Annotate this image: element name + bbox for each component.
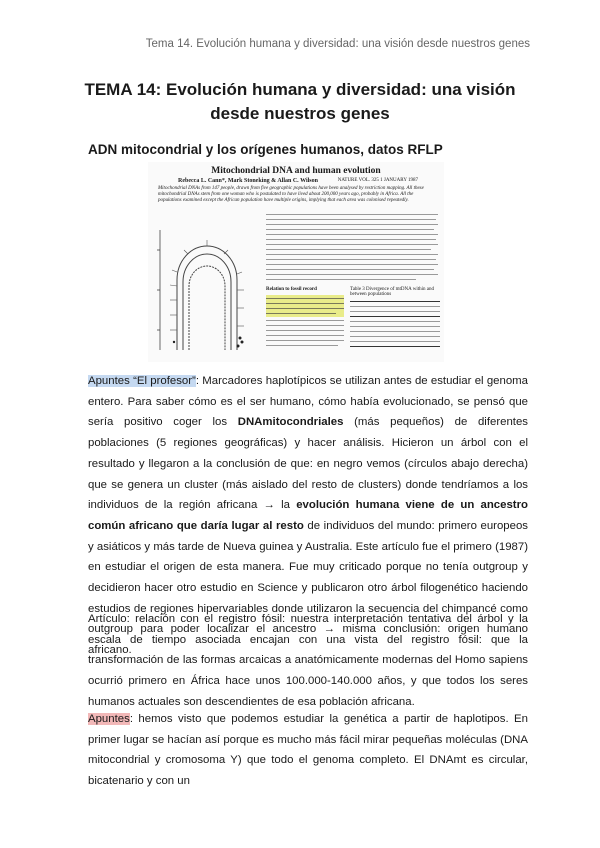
phylogenetic-tree-figure	[152, 210, 262, 360]
figure-abstract: Mitochondrial DNAs from 147 people, drawn from five geographic populations have been analysed by restriction mapping. All these mitochondrial DNAs stem from one woman who is postulated to have lived about 200,000 years ago, probably in Africa. All the populations examined except the African population have multiple origins, implying that each area was colonised repeatedly.	[158, 186, 424, 203]
article-figure	[148, 162, 444, 362]
label-apuntes-profesor: Apuntes “El profesor”	[88, 375, 196, 387]
fossil-record-box-title: Relation to fossil record	[266, 287, 317, 292]
title-line-2: desde nuestros genes	[210, 104, 390, 123]
figure-authors: Rebecca L. Cann*, Mark Stoneking & Allan C. Wilson	[178, 178, 318, 184]
section-heading: ADN mitocondrial y los orígenes humanos, datos RFLP	[88, 142, 443, 157]
paragraph-articulo: Artículo: relación con el registro fósil: nuestra interpretación tentativa del árbol y la escala de tiempo asociada encajan con una vista del registro fósil: que la transformación de las formas arcaicas a anatómicamente modernas del Homo sapiens ocurrió primero en África hace unos 100.000-140.000 años, y que todos los seres humanos actuales son descendientes de esa población africana.	[88, 613, 528, 708]
paragraph-profesor-notes: Apuntes “El profesor”: Marcadores haplotípicos se utilizan antes de estudiar el genoma entero. Para saber cómo es el ser humano, cómo había evolucionado, se pensó que sería positivo coger los DNAmitocondriales (más pequeños) de diferentes poblaciones (5 regiones geográficas) y hacer análisis. Hicieron un árbol con el resultado y llegaron a la conclusión de que: en negro vemos (círculos abajo derecha) que se genera un cluster (más aislado del resto de clusters) donde tendríamos a los individuos de la región africana → la evolución humana viene de un ancestro común africano que daría lugar al resto de individuos del mundo: primero europeos y asiáticos y más tarde de Nueva guinea y Australia. Este artículo fue el primero (1987) en estudiar el origen de esta manera. Fue muy criticado porque no tenía outgroup y decidieron hacer otro estudio en Science y publicaron otro árbol filogenético haciendo estudios de regiones hipervariables donde utilizaron la secuencia del chimpancé como outgroup para poder localizar el ancestro → misma conclusión: origen humano africano.	[88, 375, 528, 657]
label-apuntes: Apuntes	[88, 713, 130, 725]
figure-article-title: Mitochondrial DNA and human evolution	[211, 166, 381, 176]
table-3-title: Table 3 Divergence of mtDNA within and between populations	[350, 287, 434, 297]
title-line-1: TEMA 14: Evolución humana y diversidad: una visión	[84, 80, 516, 99]
running-header: Tema 14. Evolución humana y diversidad: una visión desde nuestros genes	[145, 38, 530, 50]
page-title	[60, 78, 540, 126]
figure-journal: NATURE VOL. 325 1 JANUARY 1987	[337, 178, 418, 183]
paragraph-apuntes: Apuntes: hemos visto que podemos estudiar la genética a partir de haplotipos. En primer lugar se hacían así porque es mucho más fácil mirar pequeñas moléculas (DNA mitocondrial y cromosoma Y) que todo el genoma completo. El DNAmt es circular, bicatenario y con un	[88, 713, 528, 788]
